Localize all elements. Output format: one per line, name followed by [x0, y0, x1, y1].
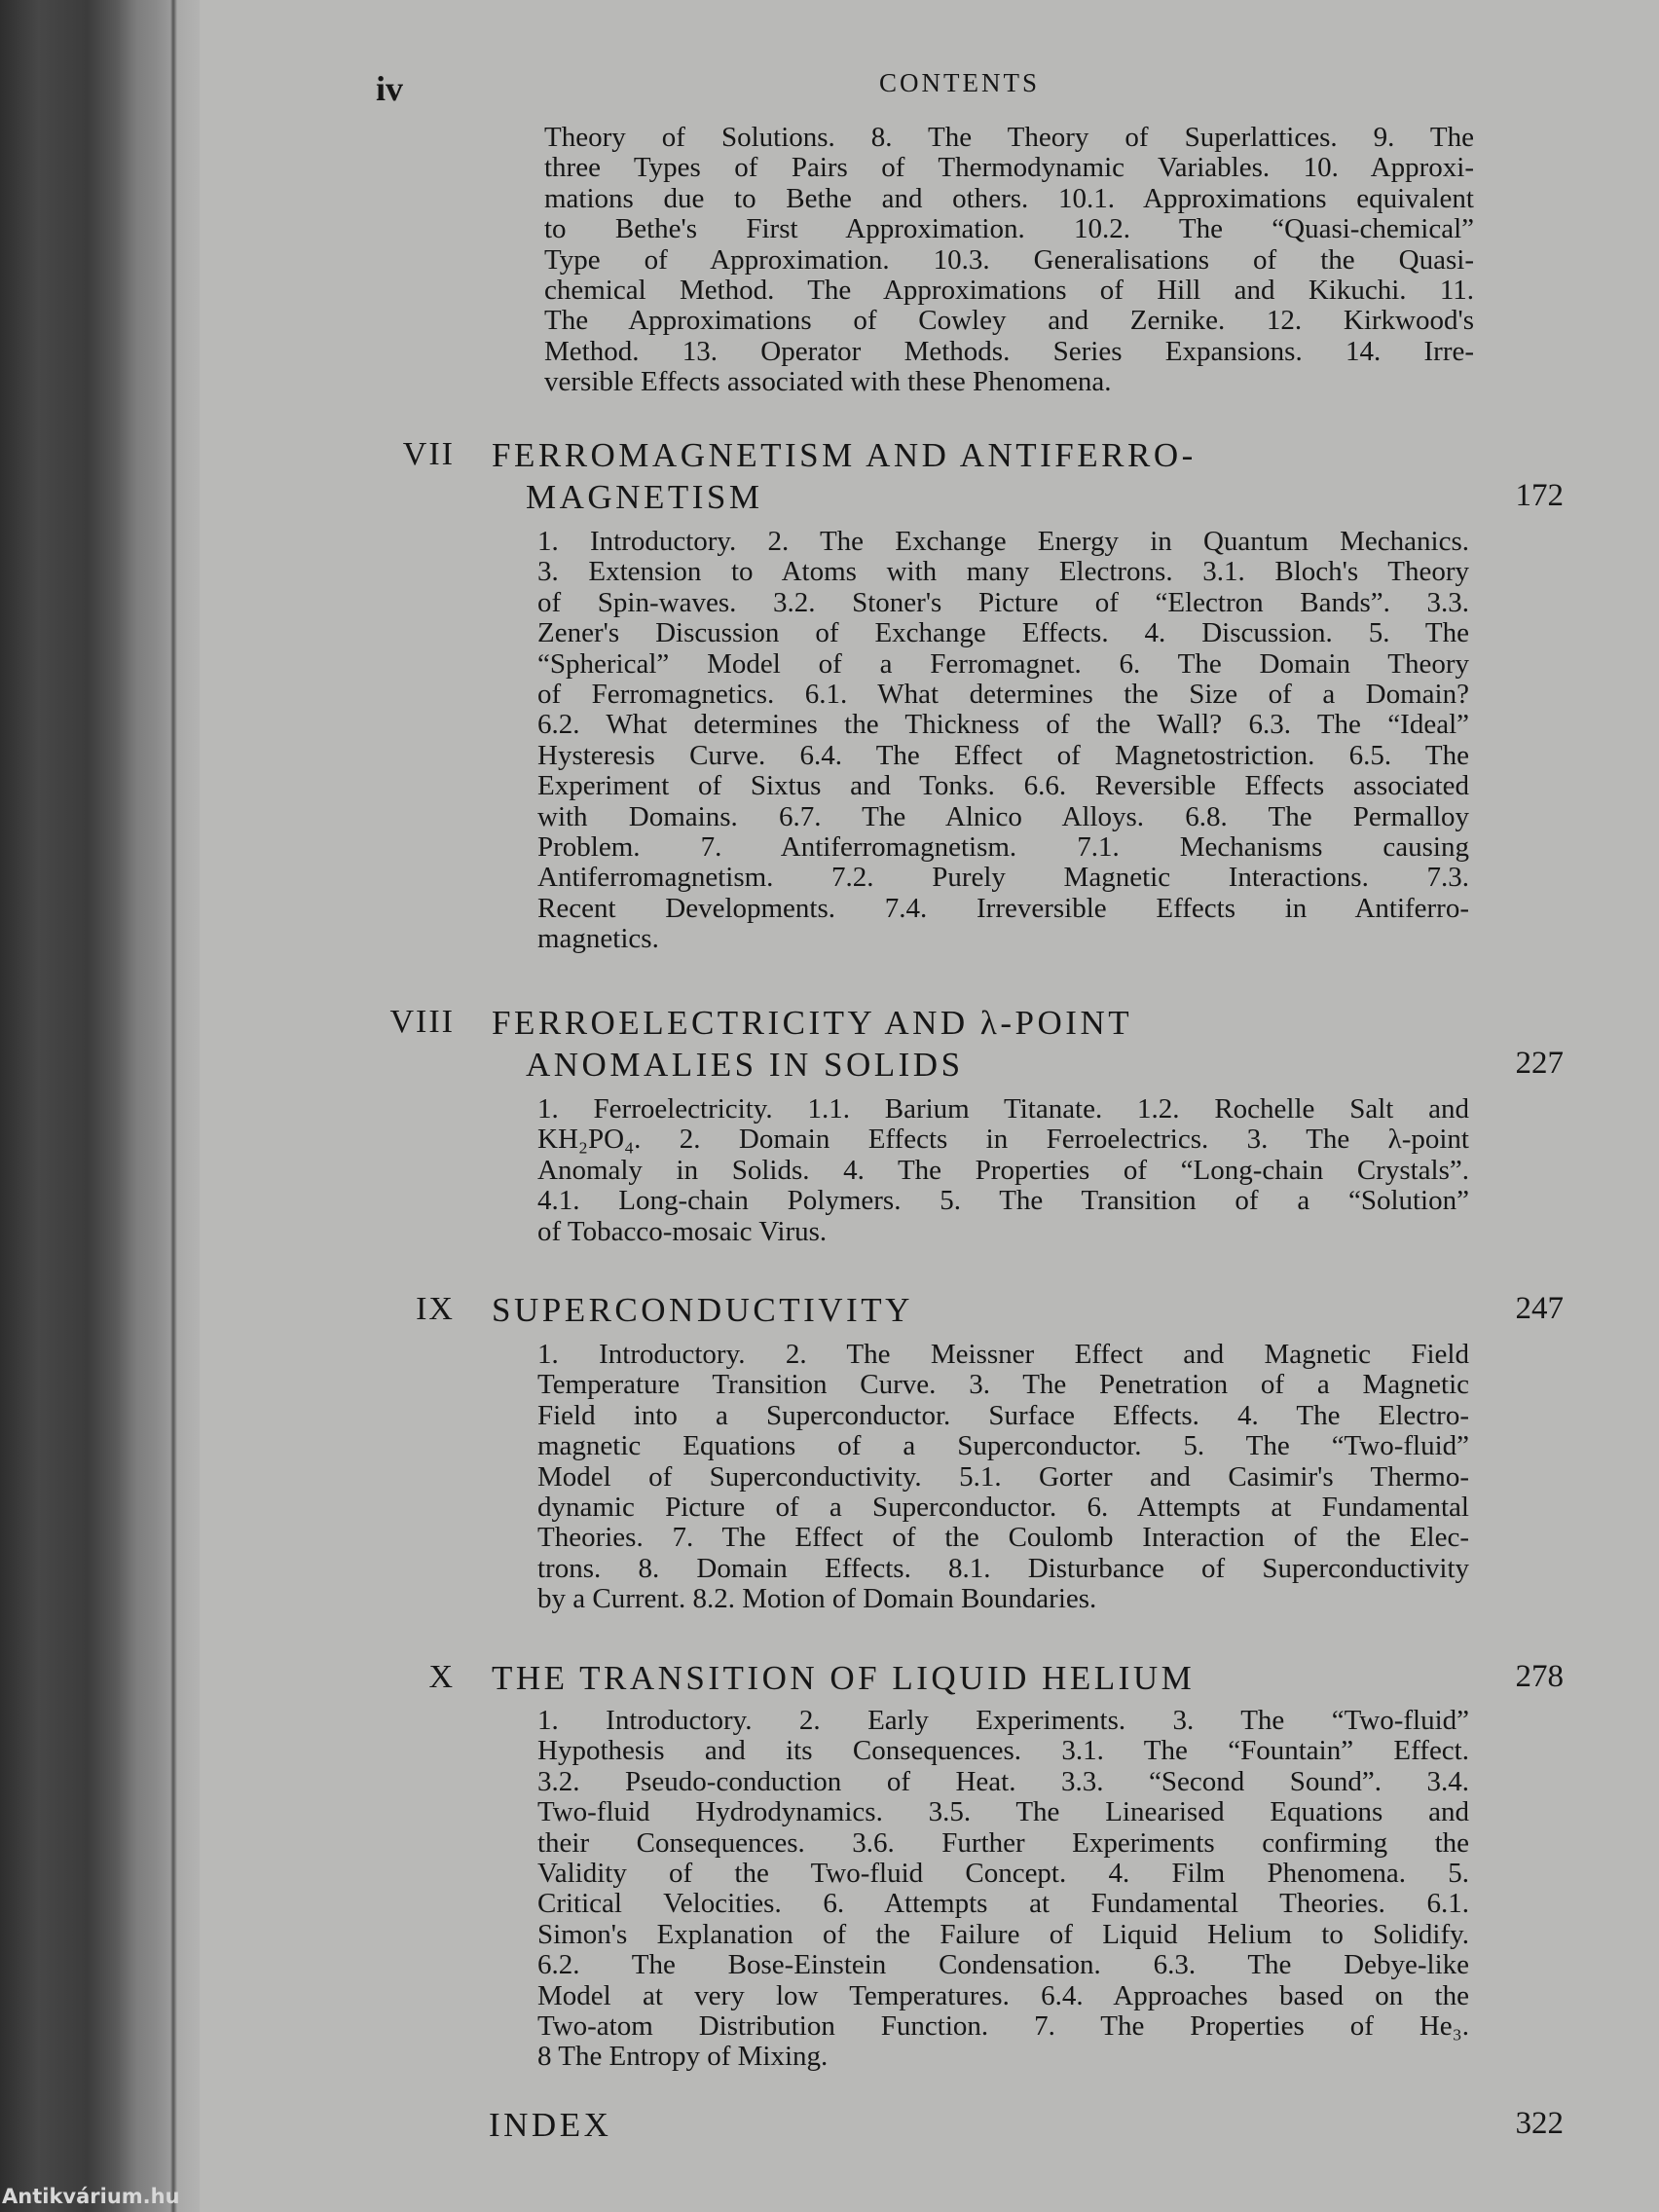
text-line: Two-fluid Hydrodynamics. 3.5. The Linearised Equations and [537, 1796, 1469, 1828]
text-line: 6.2. What determines the Thickness of the Wall? 6.3. The “Ideal” [537, 709, 1469, 741]
text-line: Zener's Discussion of Exchange Effects. 4. Discussion. 5. The [537, 617, 1469, 649]
text-line: The Approximations of Cowley and Zernike. 12. Kirkwood's [544, 305, 1474, 337]
text-line: Method. 13. Operator Methods. Series Expansions. 14. Irre- [544, 335, 1474, 367]
text-line: Temperature Transition Curve. 3. The Penetration of a Magnetic [537, 1369, 1469, 1401]
chapter-title: MAGNETISM [526, 478, 763, 516]
text-line: with Domains. 6.7. The Alnico Alloys. 6.8. The Permalloy [537, 800, 1469, 832]
text-line: Validity of the Two-fluid Concept. 4. Film Phenomena. 5. [537, 1857, 1469, 1889]
text-line: Critical Velocities. 6. Attempts at Fundamental Theories. 6.1. [537, 1888, 1469, 1920]
text-line: 1. Ferroelectricity. 1.1. Barium Titanate. 1.2. Rochelle Salt and [537, 1093, 1469, 1124]
text-line: to Bethe's First Approximation. 10.2. The “Quasi-chemical” [544, 213, 1474, 245]
text-line: Type of Approximation. 10.3. Generalisations of the Quasi- [544, 243, 1474, 276]
chapter-page-number: 247 [1515, 1291, 1564, 1326]
text-line: 3.2. Pseudo-conduction of Heat. 3.3. “Second Sound”. 3.4. [537, 1765, 1469, 1797]
text-line: magnetic Equations of a Superconductor. 5. The “Two-fluid” [537, 1430, 1469, 1462]
chapter-number: VII [402, 436, 455, 472]
chapter-contents [537, 1094, 1469, 1247]
text-line: of Spin-waves. 3.2. Stoner's Picture of “Electron Bands”. 3.3. [537, 586, 1469, 618]
text-line: 6.2. The Bose-Einstein Condensation. 6.3. The Debye-like [537, 1949, 1469, 1981]
text-line: by a Current. 8.2. Motion of Domain Boundaries. [537, 1583, 1097, 1615]
chapter-page-number: 172 [1515, 478, 1564, 513]
text-line: Experiment of Sixtus and Tonks. 6.6. Reversible Effects associated [537, 770, 1469, 802]
text-line: versible Effects associated with these Phenomena. [544, 366, 1112, 398]
chapter-number: VIII [389, 1004, 455, 1040]
text-line: Hysteresis Curve. 6.4. The Effect of Magnetostriction. 6.5. The [537, 739, 1469, 771]
text-line: Antiferromagnetism. 7.2. Purely Magnetic Interactions. 7.3. [537, 862, 1469, 894]
text-line: Problem. 7. Antiferromagnetism. 7.1. Mechanisms causing [537, 830, 1469, 863]
text-line: Hypothesis and its Consequences. 3.1. The “Fountain” Effect. [537, 1735, 1469, 1767]
text-line: Simon's Explanation of the Failure of Liquid Helium to Solidify. [537, 1918, 1469, 1950]
chapter-contents [537, 527, 1469, 954]
text-line: “Spherical” Model of a Ferromagnet. 6. The Domain Theory [537, 647, 1469, 680]
chapter-title: FERROMAGNETISM AND ANTIFERRO- [492, 436, 1197, 474]
text-line: 1. Introductory. 2. The Exchange Energy in Quantum Mechanics. [537, 526, 1469, 557]
index-page-number: 322 [1515, 2106, 1564, 2141]
chapter-title: THE TRANSITION OF LIQUID HELIUM [492, 1659, 1196, 1697]
text-line: Two-atom Distribution Function. 7. The Properties of He₃. [537, 2009, 1469, 2042]
running-head: CONTENTS [879, 68, 1040, 97]
text-line: 4.1. Long-chain Polymers. 5. The Transition of a “Solution” [537, 1185, 1469, 1217]
watermark: Antikvárium.hu [2, 2185, 180, 2208]
text-line: Recent Developments. 7.4. Irreversible Effects in Antiferro- [537, 892, 1469, 924]
text-line: 1. Introductory. 2. Early Experiments. 3. The “Two-fluid” [537, 1705, 1469, 1736]
text-line: 3. Extension to Atoms with many Electrons. 3.1. Bloch's Theory [537, 556, 1469, 588]
text-line: three Types of Pairs of Thermodynamic Variables. 10. Approxi- [544, 152, 1474, 184]
text-line: of Ferromagnetics. 6.1. What determines the Size of a Domain? [537, 678, 1469, 710]
book-gutter [0, 0, 200, 2212]
chapter-title: ANOMALIES IN SOLIDS [526, 1046, 964, 1084]
text-line: their Consequences. 3.6. Further Experiments confirming the [537, 1826, 1469, 1859]
text-line: Model of Superconductivity. 5.1. Gorter and Casimir's Thermo- [537, 1460, 1469, 1493]
text-line: mations due to Bethe and others. 10.1. Approximations equivalent [544, 182, 1474, 214]
text-line: Theory of Solutions. 8. The Theory of Superlattices. 9. The [544, 122, 1474, 153]
chapter-number: IX [416, 1291, 455, 1327]
continuation-entry [544, 123, 1474, 398]
chapter-contents [537, 1706, 1469, 2073]
text-line: KH₂PO₄. 2. Domain Effects in Ferroelectrics. 3. The λ-point [537, 1124, 1469, 1156]
chapter-page-number: 278 [1515, 1659, 1564, 1694]
text-line: Field into a Superconductor. Surface Effects. 4. The Electro- [537, 1399, 1469, 1431]
chapter-contents [537, 1340, 1469, 1615]
text-line: trons. 8. Domain Effects. 8.1. Disturbance of Superconductivity [537, 1552, 1469, 1584]
page-folio: iv [376, 69, 404, 108]
text-line: Theories. 7. The Effect of the Coulomb Interaction of the Elec- [537, 1522, 1469, 1554]
text-line: Model at very low Temperatures. 6.4. Approaches based on the [537, 1979, 1469, 2011]
chapter-page-number: 227 [1515, 1046, 1564, 1081]
chapter-number: X [428, 1659, 455, 1695]
text-line: of Tobacco-mosaic Virus. [537, 1215, 828, 1247]
text-line: chemical Method. The Approximations of Hill and Kikuchi. 11. [544, 274, 1474, 306]
text-line: dynamic Picture of a Superconductor. 6. Attempts at Fundamental [537, 1491, 1469, 1523]
text-line: 1. Introductory. 2. The Meissner Effect and Magnetic Field [537, 1339, 1469, 1370]
index-title: INDEX [489, 2106, 612, 2144]
text-line: 8 The Entropy of Mixing. [537, 2041, 829, 2073]
chapter-title: SUPERCONDUCTIVITY [492, 1291, 913, 1329]
chapter-title: FERROELECTRICITY AND λ-POINT [492, 1004, 1133, 1042]
text-line: magnetics. [537, 923, 659, 955]
text-line: Anomaly in Solids. 4. The Properties of “Long-chain Crystals”. [537, 1154, 1469, 1186]
